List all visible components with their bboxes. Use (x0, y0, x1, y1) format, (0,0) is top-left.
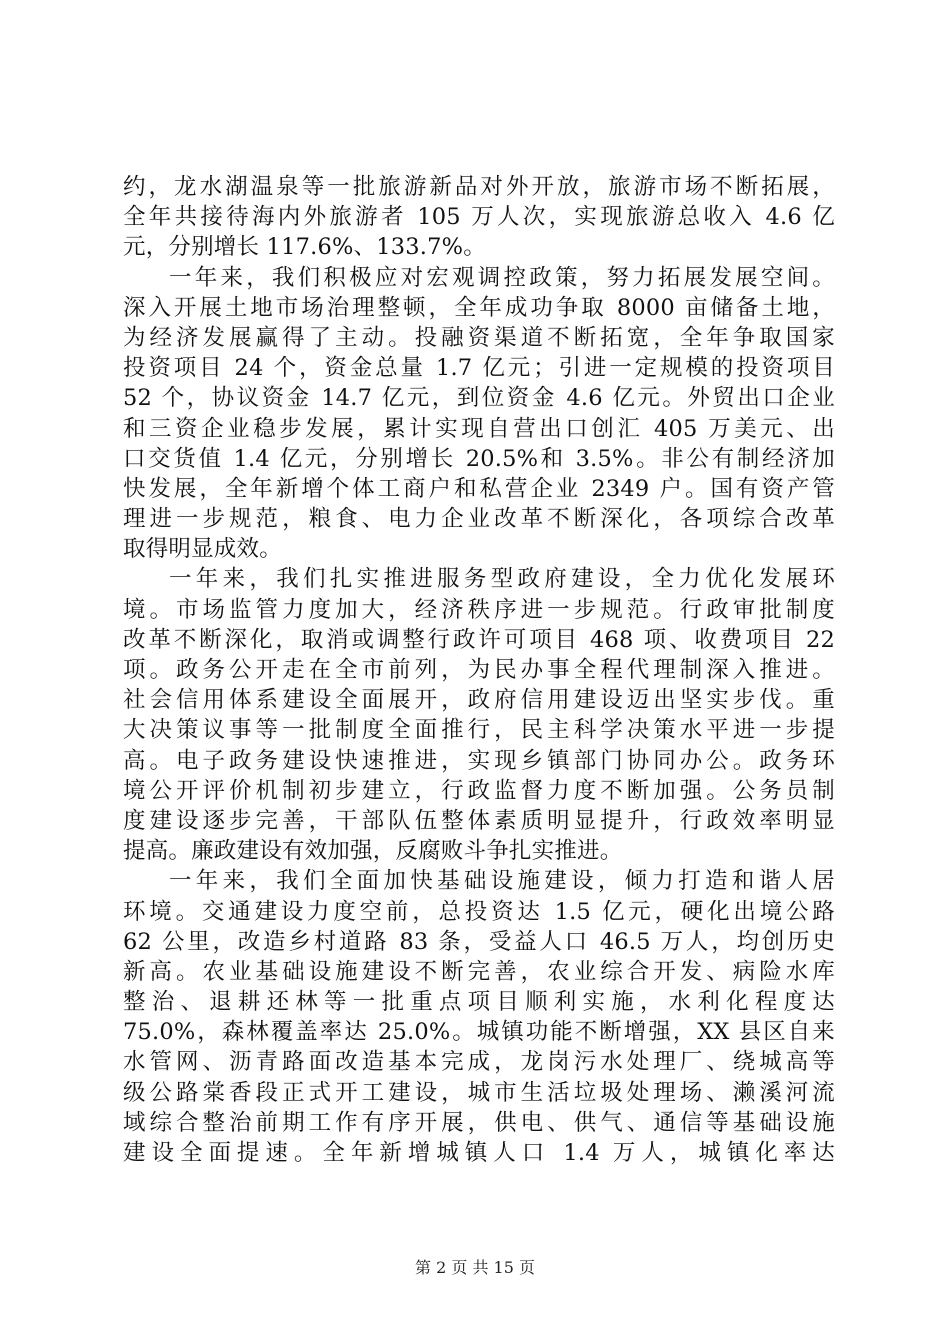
text-line: 域综合整治前期工作有序开展，供电、供气、通信等基础设施 (123, 1109, 835, 1136)
body-text (123, 172, 835, 1168)
text-line: 深入开展土地市场治理整顿，全年成功争取 8000 亩储备土地， (123, 294, 835, 321)
text-line: 一年来，我们全面加快基础设施建设，倾力打造和谐人居 (169, 868, 835, 895)
text-line: 境。市场监管力度加大，经济秩序进一步规范。行政审批制度 (123, 596, 835, 623)
text-line: 元，分别增长 117.6%、133.7%。 (123, 234, 486, 261)
text-line: 水管网、沥青路面改造基本完成，龙岗污水处理厂、绕城高等 (123, 1049, 835, 1076)
text-line: 项。政务公开走在全市前列，为民办事全程代理制深入推进。 (123, 657, 835, 683)
text-line: 快发展，全年新增个体工商户和私营企业 2349 户。国有资产管 (123, 475, 835, 502)
text-line: 和三资企业稳步发展，累计实现自营出口创汇 405 万美元、出 (123, 415, 835, 442)
text-line: 全年共接待海内外旅游者 105 万人次，实现旅游总收入 4.6 亿 (123, 204, 835, 231)
text-line: 投资项目 24 个，资金总量 1.7 亿元；引进一定规模的投资项目 (123, 355, 835, 382)
text-line: 建设全面提速。全年新增城镇人口 1.4 万人，城镇化率达 (123, 1140, 835, 1166)
text-line: 社会信用体系建设全面展开，政府信用建设迈出坚实步伐。重 (123, 687, 835, 714)
text-line: 提高。廉政建设有效加强，反腐败斗争扎实推进。 (123, 838, 623, 865)
page-footer: 第 2 页 共 15 页 (415, 1258, 535, 1277)
text-line: 口交货值 1.4 亿元，分别增长 20.5%和 3.5%。非公有制经济加 (123, 445, 835, 472)
text-line: 改革不断深化，取消或调整行政许可项目 468 项、收费项目 22 (123, 626, 835, 653)
text-line: 为经济发展赢得了主动。投融资渠道不断拓宽，全年争取国家 (123, 324, 835, 351)
text-line: 75.0%，森林覆盖率达 25.0%。城镇功能不断增强，XX 县区自来 (123, 1019, 835, 1046)
text-line: 约，龙水湖温泉等一批旅游新品对外开放，旅游市场不断拓展， (123, 174, 835, 200)
text-line: 境公开评价机制初步建立，行政监督力度不断加强。公务员制 (123, 777, 835, 804)
text-line: 取得明显成效。 (123, 536, 282, 563)
text-line: 一年来，我们扎实推进服务型政府建设，全力优化发展环 (169, 566, 835, 593)
text-line: 高。电子政务建设快速推进，实现乡镇部门协同办公。政务环 (123, 747, 835, 774)
text-line: 52 个，协议资金 14.7 亿元，到位资金 4.6 亿元。外贸出口企业 (123, 385, 835, 412)
text-line: 62 公里，改造乡村道路 83 条，受益人口 46.5 万人，均创历史 (123, 928, 835, 955)
text-line: 一年来，我们积极应对宏观调控政策，努力拓展发展空间。 (169, 264, 835, 291)
text-line: 理进一步规范，粮食、电力企业改革不断深化，各项综合改革 (123, 506, 835, 533)
text-line: 大决策议事等一批制度全面推行，民主科学决策水平进一步提 (123, 717, 835, 744)
text-line: 级公路棠香段正式开工建设，城市生活垃圾处理场、濑溪河流 (123, 1079, 835, 1106)
text-line: 整治、退耕还林等一批重点项目顺利实施，水利化程度达 (123, 989, 835, 1016)
text-line: 度建设逐步完善，干部队伍整体素质明显提升，行政效率明显 (123, 807, 835, 834)
text-line: 环境。交通建设力度空前，总投资达 1.5 亿元，硬化出境公路 (123, 898, 835, 925)
text-line: 新高。农业基础设施建设不断完善，农业综合开发、病险水库 (123, 958, 835, 985)
